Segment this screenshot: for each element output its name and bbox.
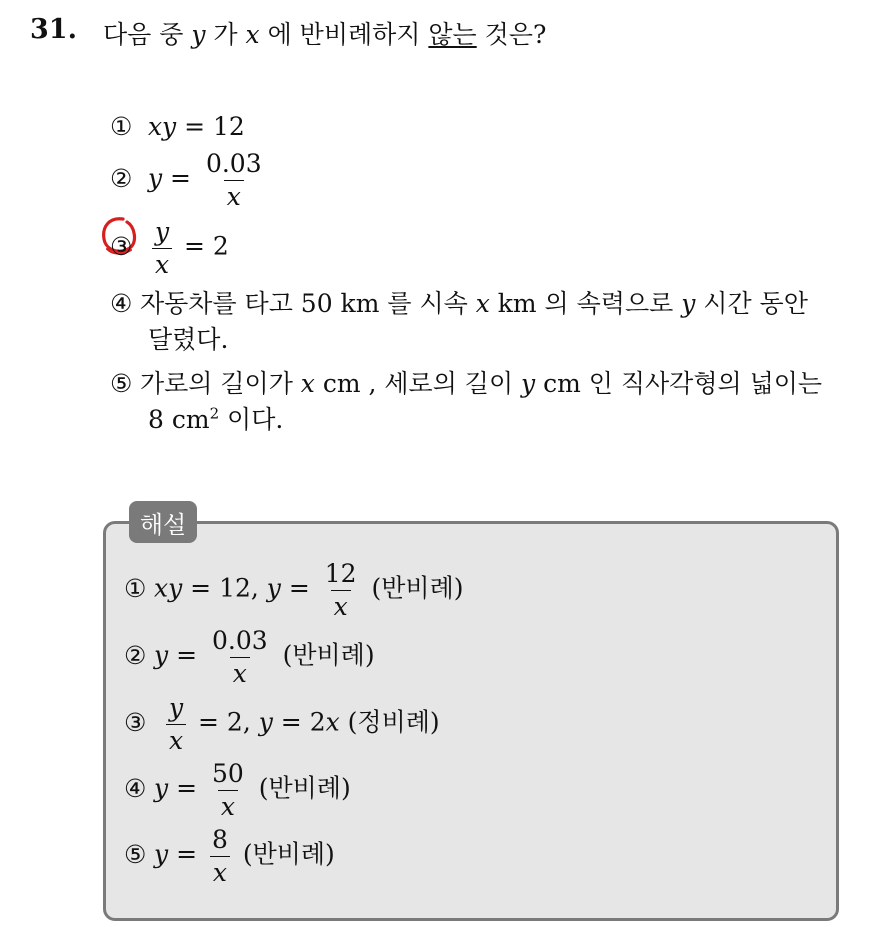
option-4-line-2: 달렸다. <box>148 325 229 354</box>
option-5[interactable]: ⑤ 가로의 길이가 x cm , 세로의 길이 y cm 인 직사각형의 넓이는 <box>110 369 823 398</box>
solution-5: ⑤ y = $\frac{8}{x}$ (반비례) <box>124 825 335 887</box>
solution-badge: 해설 <box>129 501 197 543</box>
solution-2: ② y = $\frac{0.03}{x}$ (반비례) <box>124 626 375 688</box>
option-1[interactable]: ① xy = 12 <box>110 112 245 141</box>
underlined-word: 않는 <box>428 20 477 49</box>
option-3-fraction: $\frac{y}{x}$ <box>152 218 172 278</box>
solution-3: ③ $\frac{y}{x}$ = 2, y = 2x (정비례) <box>124 693 440 755</box>
question-text: 다음 중 y 가 x 에 반비례하지 않는 것은? <box>103 20 547 49</box>
option-2-fraction: $\frac{0.03}{x}$ <box>205 149 262 211</box>
question-number: 31. <box>30 14 77 45</box>
option-3[interactable]: ③ $\frac{y}{x}$ = 2 <box>110 217 229 279</box>
solution-4: ④ y = $\frac{50}{x}$ (반비례) <box>124 759 351 821</box>
option-5-line-2: 8 $cm^2$ 이다. <box>148 404 284 434</box>
option-4[interactable]: ④ 자동차를 타고 50 km 를 시속 x km 의 속력으로 y 시간 동안 <box>110 289 808 318</box>
option-2-lhs: y = <box>147 163 191 193</box>
option-2[interactable]: ② y = $\frac{0.03}{x}$ <box>110 150 269 210</box>
solution-1: ① xy = 12, y = $\frac{12}{x}$ (반비례) <box>124 559 464 621</box>
